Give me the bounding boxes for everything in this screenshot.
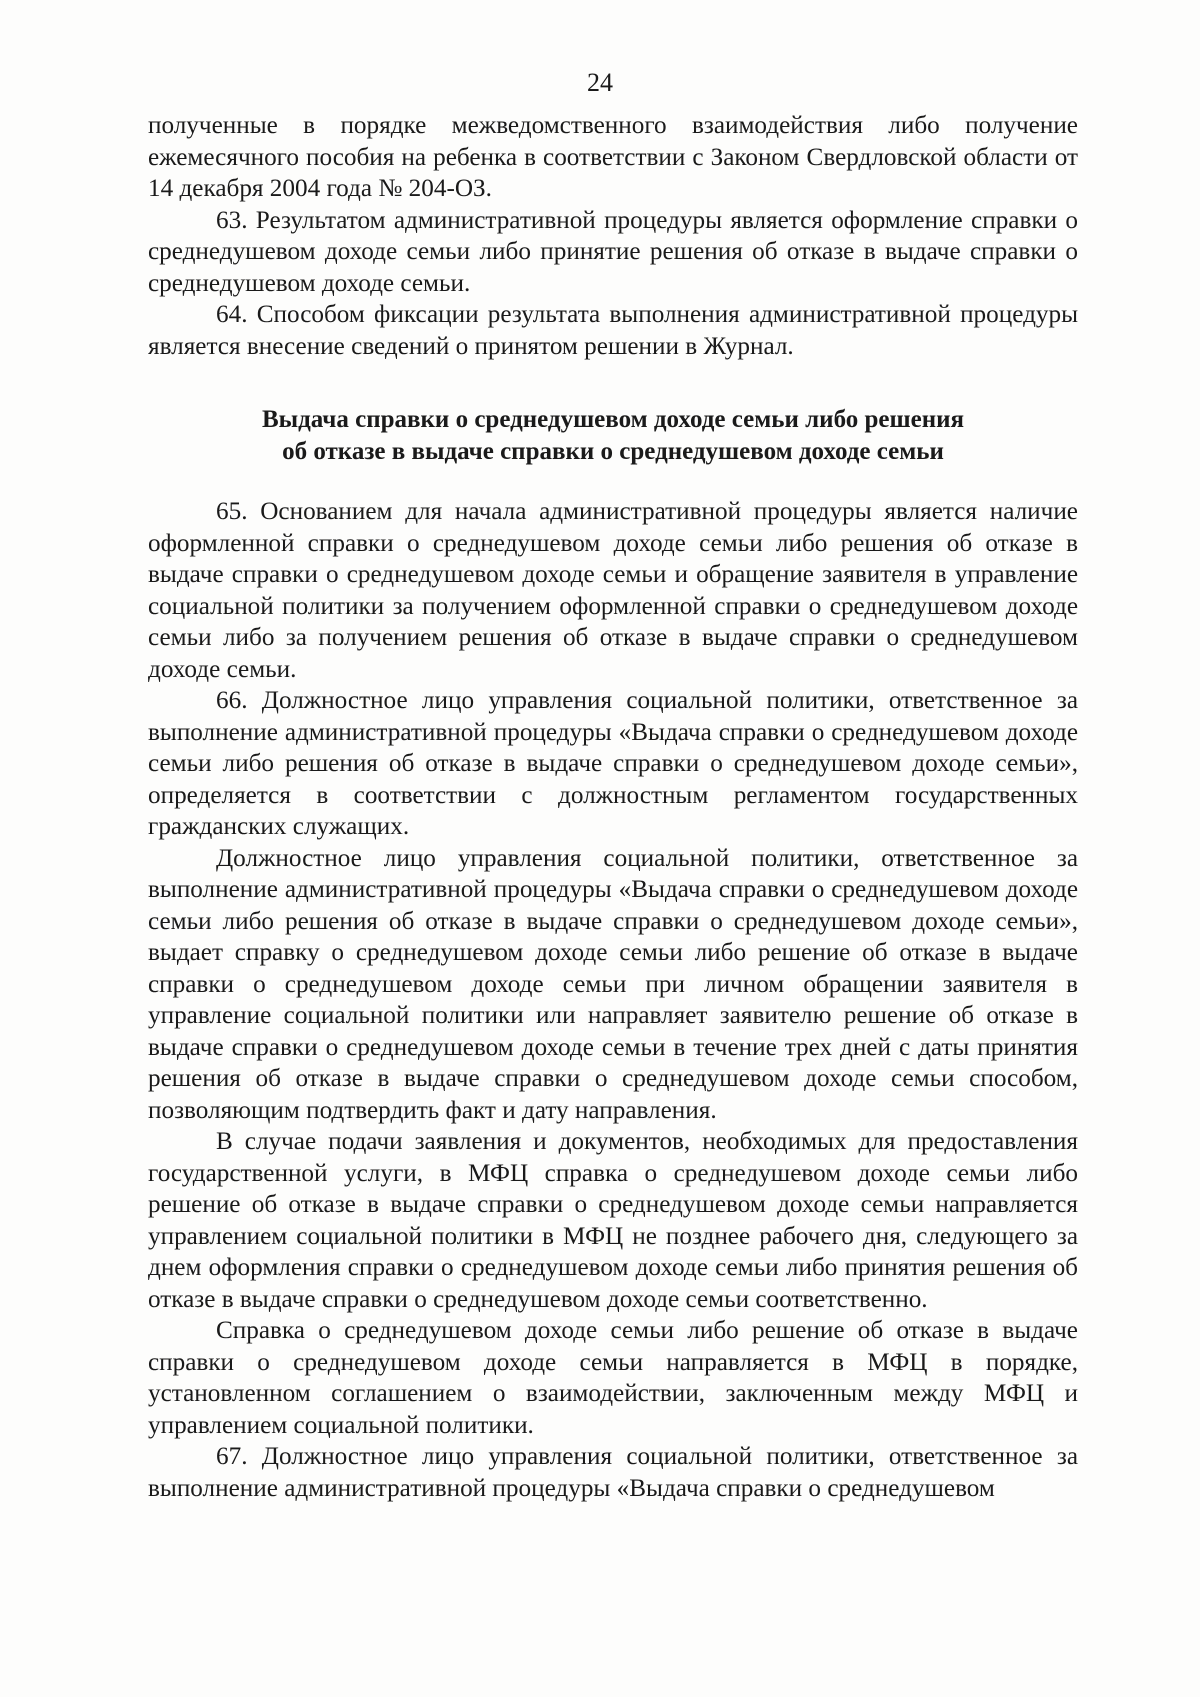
document-body <box>148 110 1078 1504</box>
paragraph: Должностное лицо управления социальной политики, ответственное за выполнение административной процедуры «Выдача справки о среднедушевом доходе семьи либо решения об отказе в выдаче справки о среднедушевом доходе семьи», выдает справку о среднедушевом доходе семьи либо решение об отказе в выдаче справки о среднедушевом доходе семьи при личном обращении заявителя в управление социальной политики или направляет заявителю решение об отказе в выдаче справки о среднедушевом доходе семьи в течение трех дней с даты принятия решения об отказе в выдаче справки о среднедушевом доходе семьи способом, позволяющим подтвердить факт и дату направления. <box>148 844 1078 1124</box>
paragraph-63: 63. Результатом административной процедуры является оформление справки о среднедушевом доходе семьи либо принятие решения об отказе в выдаче справки о среднедушевом доходе семьи. <box>148 206 1078 297</box>
paragraph: Справка о среднедушевом доходе семьи либо решение об отказе в выдаче справки о среднедушевом доходе семьи направляется в МФЦ в порядке, установленном соглашением о взаимодействии, заключенным между МФЦ и управлением социальной политики. <box>148 1317 1078 1439</box>
section-heading-line-2: об отказе в выдаче справки о среднедушевом доходе семьи <box>282 438 944 465</box>
paragraph: полученные в порядке межведомственного взаимодействия либо получение ежемесячного пособия на ребенка в соответствии с Законом Свердловской области от 14 декабря 2004 года № 204-ОЗ. <box>148 112 1078 202</box>
section-heading <box>148 404 1078 468</box>
paragraph-66: 66. Должностное лицо управления социальной политики, ответственное за выполнение административной процедуры «Выдача справки о среднедушевом доходе семьи либо решения об отказе в выдаче справки о среднедушевом доходе семьи», определяется в соответствии с должностным регламентом государственных гражданских служащих. <box>148 687 1078 840</box>
paragraph-65: 65. Основанием для начала административной процедуры является наличие оформленной справки о среднедушевом доходе семьи либо решения об отказе в выдаче справки о среднедушевом доходе семьи и обращение заявителя в управление социальной политики за получением оформленной справки о среднедушевом доходе семьи либо за получением решения об отказе в выдаче справки о среднедушевом доходе семьи. <box>148 498 1078 683</box>
paragraph-67: 67. Должностное лицо управления социальной политики, ответственное за выполнение административной процедуры «Выдача справки о среднедушевом <box>148 1443 1078 1502</box>
paragraph: В случае подачи заявления и документов, необходимых для предоставления государственной услуги, в МФЦ справка о среднедушевом доходе семьи либо решение об отказе в выдаче справки о среднедушевом доходе семьи направляется управлением социальной политики в МФЦ не позднее рабочего дня, следующего за днем оформления справки о среднедушевом доходе семьи либо принятия решения об отказе в выдаче справки о среднедушевом доходе семьи соответственно. <box>148 1128 1078 1313</box>
section-heading-line-1: Выдача справки о среднедушевом доходе семьи либо решения <box>261 406 965 433</box>
paragraph-64: 64. Способом фиксации результата выполнения административной процедуры является внесение сведений о принятом решении в Журнал. <box>148 301 1078 360</box>
page-number: 24 <box>587 68 613 97</box>
